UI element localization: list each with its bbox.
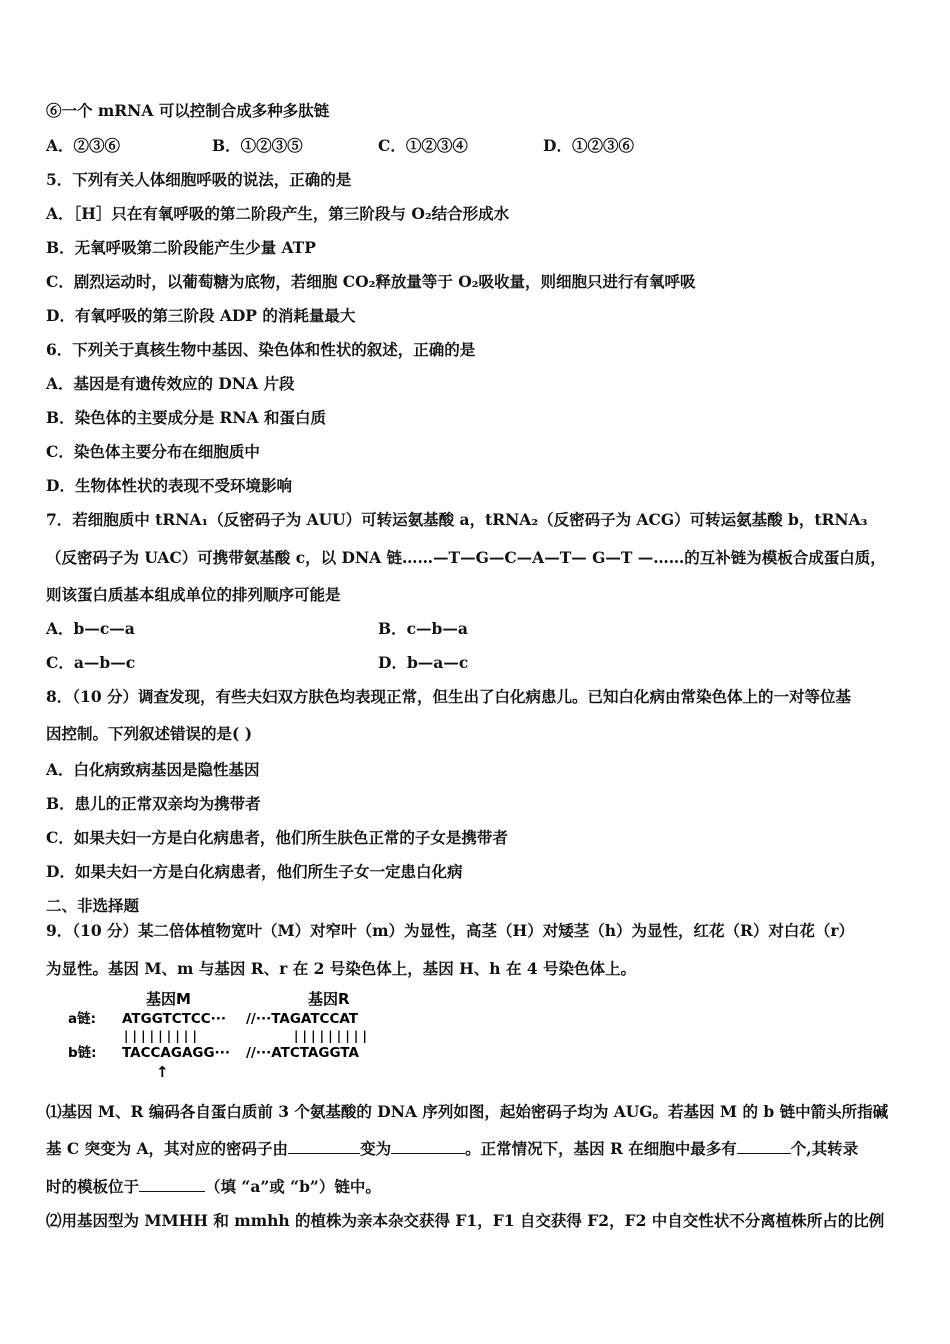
q5-option-a[interactable]: A．［H］只在有氧呼吸的第二阶段产生，第三阶段与 O₂结合形成水 <box>46 204 510 223</box>
a-chain-label: a链: <box>68 1011 97 1027</box>
q6-option-c[interactable]: C．染色体主要分布在细胞质中 <box>46 442 260 461</box>
q8-option-b[interactable]: B．患儿的正常双亲均为携带者 <box>46 794 261 813</box>
q4-option-d[interactable]: D．①②③⑥ <box>543 136 634 155</box>
q8-line2: 因控制。下列叙述错误的是( ) <box>46 724 253 743</box>
q5-option-b[interactable]: B．无氧呼吸第二阶段能产生少量 ATP <box>46 238 316 257</box>
q5-option-d[interactable]: D．有氧呼吸的第三阶段 ADP 的消耗量最大 <box>46 306 356 325</box>
q6-stem: 6．下列关于真核生物中基因、染色体和性状的叙述，正确的是 <box>46 340 476 359</box>
q9-line2: 为显性。基因 M、m 与基因 R、r 在 2 号染色体上，基因 H、h 在 4 号染色体上。 <box>46 959 637 978</box>
q4-item6: ⑥一个 mRNA 可以控制合成多种多肽链 <box>46 101 330 120</box>
q9-part1-line3 <box>46 1177 381 1197</box>
blank-1[interactable] <box>288 1139 360 1154</box>
q4-option-a[interactable]: A．②③⑥ <box>46 136 121 155</box>
q9-part1-text-b: 变为 <box>360 1139 392 1158</box>
base-pair-lines-left: | | | | | | | | | <box>124 1029 197 1043</box>
mutation-arrow-icon: ↑ <box>156 1063 169 1080</box>
q9-part1-text-d: 个,其转录 <box>790 1139 859 1158</box>
q4-option-c[interactable]: C．①②③④ <box>378 136 468 155</box>
q8-option-d[interactable]: D．如果夫妇一方是白化病患者，他们所生子女一定患白化病 <box>46 862 463 881</box>
q9-part2-line1: ⑵用基因型为 MMHH 和 mmhh 的植株为亲本杂交获得 F1，F1 自交获得 F2，F2 中自交性状不分离植株所占的比例 <box>46 1211 885 1230</box>
q7-line2: （反密码子为 UAC）可携带氨基酸 c，以 DNA 链……—T—G—C—A—T— G—T —……的互补链为模板合成蛋白质， <box>46 548 886 567</box>
q9-part1-text-e: 时的模板位于 <box>46 1177 140 1196</box>
q9-part1-text-f: （填 “a”或 “b”）链中。 <box>205 1177 381 1196</box>
blank-3[interactable] <box>737 1139 791 1154</box>
q7-option-c[interactable]: C．a—b—c <box>46 653 136 672</box>
q9-part1-text-c: 。正常情况下，基因 R 在细胞中最多有 <box>465 1139 737 1158</box>
q7-line1: 7．若细胞质中 tRNA₁（反密码子为 AUU）可转运氨基酸 a，tRNA₂（反密码子为 ACG）可转运氨基酸 b，tRNA₃ <box>46 510 868 529</box>
b-chain-right: //···ATCTAGGTA <box>246 1045 359 1061</box>
q8-option-a[interactable]: A．白化病致病基因是隐性基因 <box>46 760 260 779</box>
dna-sequence-figure <box>66 988 406 1080</box>
gene-r-label: 基因R <box>308 990 350 1008</box>
blank-4[interactable] <box>139 1177 205 1192</box>
q9-part1-text-a: 基 C 突变为 A，其对应的密码子由 <box>46 1139 289 1158</box>
q9-line1: 9．（10 分）某二倍体植物宽叶（M）对窄叶（m）为显性，高茎（H）对矮茎（h）为显性，红花（R）对白花（r） <box>46 921 855 940</box>
q7-option-b[interactable]: B．c—b—a <box>378 619 468 638</box>
blank-2[interactable] <box>391 1139 465 1154</box>
b-chain-left: TACCAGAGG··· <box>122 1045 230 1061</box>
q6-option-b[interactable]: B．染色体的主要成分是 RNA 和蛋白质 <box>46 408 326 427</box>
base-pair-lines-right: | | | | | | | | | <box>294 1029 367 1043</box>
b-chain-label: b链: <box>68 1045 97 1061</box>
q8-option-c[interactable]: C．如果夫妇一方是白化病患者，他们所生肤色正常的子女是携带者 <box>46 828 508 847</box>
q7-line3: 则该蛋白质基本组成单位的排列顺序可能是 <box>46 585 341 604</box>
q6-option-a[interactable]: A．基因是有遗传效应的 DNA 片段 <box>46 374 295 393</box>
q7-option-d[interactable]: D．b—a—c <box>378 653 469 672</box>
q5-stem: 5．下列有关人体细胞呼吸的说法，正确的是 <box>46 170 352 189</box>
gene-m-label: 基因M <box>146 990 191 1008</box>
q9-part1-line1: ⑴基因 M、R 编码各自蛋白质前 3 个氨基酸的 DNA 序列如图，起始密码子均为 AUG。若基因 M 的 b 链中箭头所指碱 <box>46 1102 889 1121</box>
section-heading: 二、非选择题 <box>46 896 140 915</box>
q6-option-d[interactable]: D．生物体性状的表现不受环境影响 <box>46 476 292 495</box>
q7-option-a[interactable]: A．b—c—a <box>46 619 135 638</box>
a-chain-right: //···TAGATCCAT <box>246 1011 358 1027</box>
a-chain-left: ATGGTCTCC··· <box>122 1011 227 1027</box>
q8-line1: 8．（10 分）调查发现，有些夫妇双方肤色均表现正常，但生出了白化病患儿。已知白化病由常染色体上的一对等位基 <box>46 687 852 706</box>
q4-option-b[interactable]: B．①②③⑤ <box>212 136 303 155</box>
q5-option-c[interactable]: C．剧烈运动时，以葡萄糖为底物，若细胞 CO₂释放量等于 O₂吸收量，则细胞只进行有氧呼吸 <box>46 272 696 291</box>
q9-part1-line2 <box>46 1139 858 1159</box>
